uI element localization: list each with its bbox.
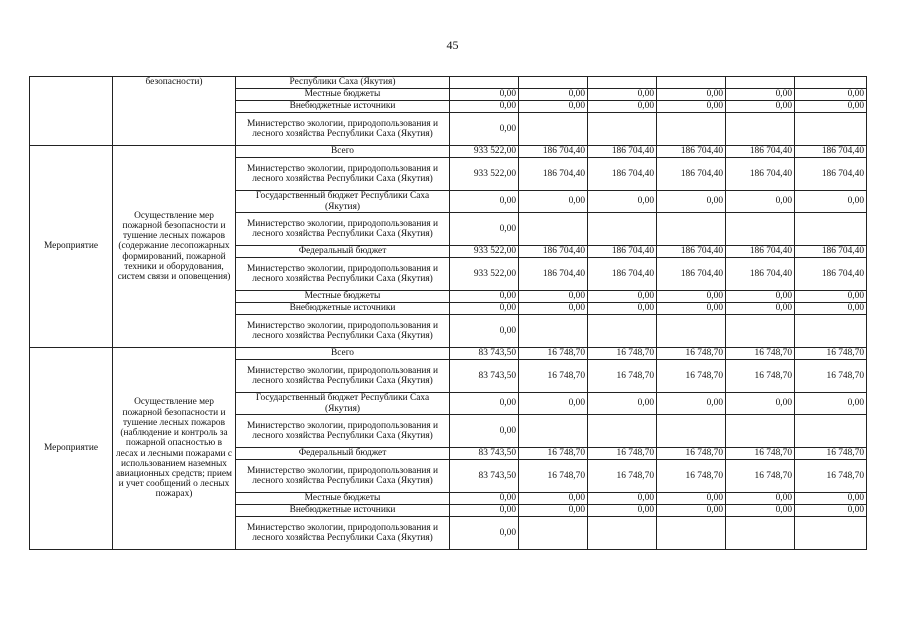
- amount-cell: 0,00: [726, 191, 795, 213]
- amount-cell: 0,00: [588, 493, 657, 505]
- amount-cell: 0,00: [519, 89, 588, 101]
- amount-cell: 16 748,70: [726, 348, 795, 360]
- amount-cell: 16 748,70: [588, 448, 657, 460]
- event-type-cell: [30, 77, 113, 146]
- table-row: [30, 146, 867, 158]
- amount-cell: 0,00: [657, 101, 726, 113]
- amount-cell: 0,00: [519, 493, 588, 505]
- funding-source-cell: Министерство экологии, природопользования и лесного хозяйства Республики Саха (Якутия): [236, 113, 450, 146]
- amount-cell: [588, 113, 657, 146]
- amount-cell: [588, 77, 657, 89]
- amount-cell: [726, 315, 795, 348]
- amount-cell: 83 743,50: [450, 448, 519, 460]
- amount-cell: 16 748,70: [795, 448, 867, 460]
- amount-cell: 0,00: [726, 493, 795, 505]
- amount-cell: [519, 77, 588, 89]
- amount-cell: 0,00: [795, 393, 867, 415]
- amount-cell: 186 704,40: [657, 258, 726, 291]
- amount-cell: 0,00: [450, 291, 519, 303]
- amount-cell: 0,00: [450, 517, 519, 550]
- amount-cell: 0,00: [588, 393, 657, 415]
- amount-cell: 186 704,40: [588, 158, 657, 191]
- amount-cell: 0,00: [726, 393, 795, 415]
- amount-cell: [726, 77, 795, 89]
- amount-cell: [519, 113, 588, 146]
- amount-cell: 0,00: [726, 291, 795, 303]
- amount-cell: 16 748,70: [588, 360, 657, 393]
- amount-cell: 186 704,40: [519, 146, 588, 158]
- amount-cell: [795, 415, 867, 448]
- amount-cell: 16 748,70: [726, 360, 795, 393]
- amount-cell: 186 704,40: [726, 146, 795, 158]
- amount-cell: 0,00: [588, 505, 657, 517]
- funding-source-cell: Всего: [236, 146, 450, 158]
- amount-cell: 83 743,50: [450, 348, 519, 360]
- amount-cell: [519, 415, 588, 448]
- amount-cell: 0,00: [726, 89, 795, 101]
- amount-cell: [726, 415, 795, 448]
- amount-cell: 0,00: [795, 303, 867, 315]
- amount-cell: 0,00: [795, 89, 867, 101]
- amount-cell: 186 704,40: [519, 158, 588, 191]
- amount-cell: 0,00: [588, 101, 657, 113]
- amount-cell: 0,00: [450, 303, 519, 315]
- amount-cell: [795, 213, 867, 246]
- amount-cell: 0,00: [519, 505, 588, 517]
- funding-source-cell: Местные бюджеты: [236, 493, 450, 505]
- table-body: [30, 77, 867, 550]
- amount-cell: 0,00: [519, 191, 588, 213]
- funding-source-cell: Внебюджетные источники: [236, 101, 450, 113]
- funding-source-cell: Федеральный бюджет: [236, 246, 450, 258]
- amount-cell: 186 704,40: [726, 258, 795, 291]
- amount-cell: 186 704,40: [519, 246, 588, 258]
- amount-cell: [657, 415, 726, 448]
- amount-cell: 933 522,00: [450, 158, 519, 191]
- amount-cell: 0,00: [726, 505, 795, 517]
- amount-cell: 186 704,40: [588, 258, 657, 291]
- amount-cell: 83 743,50: [450, 360, 519, 393]
- amount-cell: 16 748,70: [588, 460, 657, 493]
- amount-cell: 933 522,00: [450, 146, 519, 158]
- event-type-cell: Мероприятие: [30, 348, 113, 550]
- event-type-cell: Мероприятие: [30, 146, 113, 348]
- amount-cell: 186 704,40: [588, 146, 657, 158]
- amount-cell: 186 704,40: [795, 246, 867, 258]
- funding-source-cell: Министерство экологии, природопользования и лесного хозяйства Республики Саха (Якутия): [236, 258, 450, 291]
- amount-cell: 0,00: [657, 291, 726, 303]
- amount-cell: 186 704,40: [795, 258, 867, 291]
- amount-cell: [795, 517, 867, 550]
- amount-cell: 16 748,70: [588, 348, 657, 360]
- amount-cell: [519, 315, 588, 348]
- event-description-cell: безопасности): [113, 77, 236, 146]
- amount-cell: 0,00: [657, 493, 726, 505]
- amount-cell: 0,00: [588, 191, 657, 213]
- funding-source-cell: Министерство экологии, природопользования и лесного хозяйства Республики Саха (Якутия): [236, 158, 450, 191]
- funding-source-cell: Внебюджетные источники: [236, 303, 450, 315]
- amount-cell: 0,00: [657, 505, 726, 517]
- amount-cell: 16 748,70: [726, 448, 795, 460]
- amount-cell: 0,00: [450, 315, 519, 348]
- amount-cell: 0,00: [519, 393, 588, 415]
- amount-cell: 16 748,70: [795, 360, 867, 393]
- funding-source-cell: Министерство экологии, природопользования и лесного хозяйства Республики Саха (Якутия): [236, 460, 450, 493]
- funding-source-cell: Государственный бюджет Республики Саха (Якутия): [236, 393, 450, 415]
- amount-cell: 16 748,70: [657, 448, 726, 460]
- amount-cell: 0,00: [726, 303, 795, 315]
- funding-source-cell: Министерство экологии, природопользования и лесного хозяйства Республики Саха (Якутия): [236, 213, 450, 246]
- amount-cell: 0,00: [657, 89, 726, 101]
- funding-source-cell: Всего: [236, 348, 450, 360]
- amount-cell: 0,00: [588, 303, 657, 315]
- table-row: [30, 348, 867, 360]
- budget-table: [29, 76, 867, 550]
- amount-cell: 0,00: [450, 493, 519, 505]
- amount-cell: 0,00: [519, 101, 588, 113]
- table-row: [30, 77, 867, 89]
- amount-cell: 933 522,00: [450, 258, 519, 291]
- amount-cell: 186 704,40: [726, 158, 795, 191]
- amount-cell: 0,00: [450, 101, 519, 113]
- page-number: 45: [446, 38, 459, 52]
- amount-cell: 0,00: [795, 291, 867, 303]
- amount-cell: 0,00: [657, 303, 726, 315]
- funding-source-cell: Республики Саха (Якутия): [236, 77, 450, 89]
- amount-cell: 0,00: [519, 291, 588, 303]
- funding-source-cell: Местные бюджеты: [236, 291, 450, 303]
- amount-cell: [795, 113, 867, 146]
- amount-cell: 186 704,40: [795, 146, 867, 158]
- amount-cell: [657, 77, 726, 89]
- amount-cell: 0,00: [795, 191, 867, 213]
- amount-cell: 16 748,70: [519, 448, 588, 460]
- amount-cell: [450, 77, 519, 89]
- amount-cell: [726, 213, 795, 246]
- amount-cell: 186 704,40: [657, 246, 726, 258]
- amount-cell: 186 704,40: [726, 246, 795, 258]
- amount-cell: [588, 517, 657, 550]
- amount-cell: 186 704,40: [657, 158, 726, 191]
- amount-cell: 0,00: [450, 113, 519, 146]
- amount-cell: 186 704,40: [519, 258, 588, 291]
- funding-source-cell: Министерство экологии, природопользования и лесного хозяйства Республики Саха (Якутия): [236, 415, 450, 448]
- amount-cell: [588, 315, 657, 348]
- amount-cell: [657, 315, 726, 348]
- amount-cell: 0,00: [795, 101, 867, 113]
- amount-cell: 933 522,00: [450, 246, 519, 258]
- amount-cell: 0,00: [588, 291, 657, 303]
- amount-cell: [657, 113, 726, 146]
- amount-cell: 0,00: [450, 393, 519, 415]
- funding-source-cell: Министерство экологии, природопользования и лесного хозяйства Республики Саха (Якутия): [236, 517, 450, 550]
- amount-cell: [657, 213, 726, 246]
- amount-cell: [795, 315, 867, 348]
- funding-source-cell: Министерство экологии, природопользования и лесного хозяйства Республики Саха (Якутия): [236, 315, 450, 348]
- funding-source-cell: Внебюджетные источники: [236, 505, 450, 517]
- amount-cell: 16 748,70: [519, 360, 588, 393]
- amount-cell: [726, 517, 795, 550]
- amount-cell: 16 748,70: [657, 348, 726, 360]
- amount-cell: [519, 213, 588, 246]
- amount-cell: [519, 517, 588, 550]
- amount-cell: 0,00: [588, 89, 657, 101]
- funding-source-cell: Местные бюджеты: [236, 89, 450, 101]
- amount-cell: 0,00: [450, 191, 519, 213]
- amount-cell: 0,00: [450, 213, 519, 246]
- funding-source-cell: Государственный бюджет Республики Саха (Якутия): [236, 191, 450, 213]
- amount-cell: [588, 213, 657, 246]
- amount-cell: 0,00: [450, 415, 519, 448]
- amount-cell: [726, 113, 795, 146]
- amount-cell: 186 704,40: [588, 246, 657, 258]
- amount-cell: 0,00: [795, 493, 867, 505]
- amount-cell: 186 704,40: [795, 158, 867, 191]
- funding-source-cell: Министерство экологии, природопользования и лесного хозяйства Республики Саха (Якутия): [236, 360, 450, 393]
- amount-cell: 83 743,50: [450, 460, 519, 493]
- amount-cell: 16 748,70: [657, 460, 726, 493]
- amount-cell: 0,00: [657, 191, 726, 213]
- amount-cell: 0,00: [795, 505, 867, 517]
- amount-cell: 0,00: [657, 393, 726, 415]
- amount-cell: 0,00: [519, 303, 588, 315]
- amount-cell: [588, 415, 657, 448]
- amount-cell: 16 748,70: [795, 348, 867, 360]
- event-description-cell: Осуществление мер пожарной безопасности и тушение лесных пожаров (содержание лесопожарных формирований, пожарной техники и оборудования, систем связи и оповещения): [113, 146, 236, 348]
- funding-source-cell: Федеральный бюджет: [236, 448, 450, 460]
- amount-cell: 16 748,70: [795, 460, 867, 493]
- amount-cell: 0,00: [726, 101, 795, 113]
- amount-cell: 16 748,70: [726, 460, 795, 493]
- amount-cell: [795, 77, 867, 89]
- amount-cell: 186 704,40: [657, 146, 726, 158]
- amount-cell: 16 748,70: [519, 348, 588, 360]
- amount-cell: 0,00: [450, 505, 519, 517]
- amount-cell: [657, 517, 726, 550]
- amount-cell: 16 748,70: [657, 360, 726, 393]
- event-description-cell: Осуществление мер пожарной безопасности и тушение лесных пожаров (наблюдение и контроль за пожарной опасностью в лесах и лесными пожарами с использованием наземных авиационных средств; прием и учет сообщений о лесных пожарах): [113, 348, 236, 550]
- amount-cell: 16 748,70: [519, 460, 588, 493]
- amount-cell: 0,00: [450, 89, 519, 101]
